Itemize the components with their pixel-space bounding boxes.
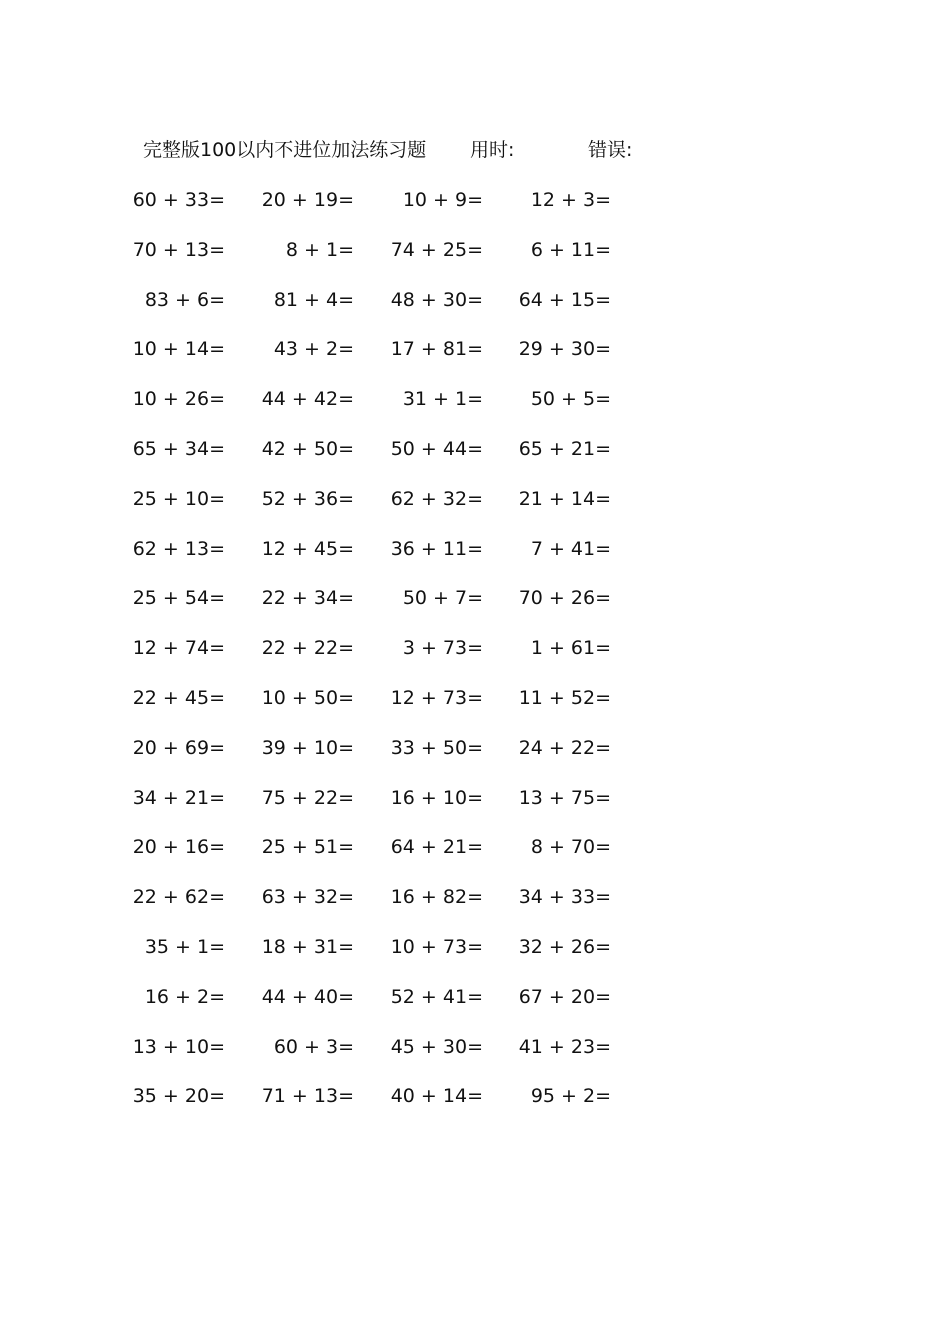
problem-item: 39 + 10= <box>261 736 354 759</box>
problem-item: 65 + 21= <box>518 437 611 460</box>
problem-row <box>132 535 663 585</box>
problem-item: 25 + 10= <box>132 487 225 510</box>
problem-row <box>132 634 663 684</box>
problem-item: 42 + 50= <box>261 437 354 460</box>
problem-item: 16 + 2= <box>144 985 225 1008</box>
problem-item: 43 + 2= <box>273 338 354 361</box>
problem-row <box>132 435 663 485</box>
problem-item: 1 + 61= <box>530 637 611 660</box>
problem-item: 67 + 20= <box>518 985 611 1008</box>
problem-item: 22 + 45= <box>132 686 225 709</box>
problem-item: 65 + 34= <box>132 437 225 460</box>
problem-item: 34 + 21= <box>132 786 225 809</box>
problem-item: 35 + 1= <box>144 935 225 958</box>
problem-item: 75 + 22= <box>261 786 354 809</box>
problem-row <box>132 684 663 734</box>
problem-item: 6 + 11= <box>530 238 611 261</box>
problem-item: 44 + 42= <box>261 388 354 411</box>
problem-item: 41 + 23= <box>518 1035 611 1058</box>
problem-item: 40 + 14= <box>390 1085 483 1108</box>
problem-item: 7 + 41= <box>530 537 611 560</box>
problem-item: 8 + 1= <box>285 238 354 261</box>
problem-grid <box>132 186 663 1132</box>
problem-item: 35 + 20= <box>132 1085 225 1108</box>
problem-item: 62 + 13= <box>132 537 225 560</box>
problem-item: 10 + 73= <box>390 935 483 958</box>
problem-item: 50 + 5= <box>530 388 611 411</box>
problem-row <box>132 236 663 286</box>
problem-item: 21 + 14= <box>518 487 611 510</box>
problem-item: 25 + 54= <box>132 587 225 610</box>
problem-item: 8 + 70= <box>530 836 611 859</box>
problem-item: 60 + 3= <box>273 1035 354 1058</box>
problem-row <box>132 833 663 883</box>
error-label: 错误: <box>588 139 633 161</box>
problem-item: 13 + 75= <box>518 786 611 809</box>
problem-row <box>132 734 663 784</box>
problem-item: 34 + 33= <box>518 886 611 909</box>
problem-item: 70 + 26= <box>518 587 611 610</box>
problem-item: 22 + 34= <box>261 587 354 610</box>
problem-item: 11 + 52= <box>518 686 611 709</box>
problem-item: 16 + 10= <box>390 786 483 809</box>
problem-item: 45 + 30= <box>390 1035 483 1058</box>
problem-item: 18 + 31= <box>261 935 354 958</box>
problem-item: 10 + 14= <box>132 338 225 361</box>
problem-item: 95 + 2= <box>530 1085 611 1108</box>
problem-item: 25 + 51= <box>261 836 354 859</box>
problem-item: 20 + 16= <box>132 836 225 859</box>
problem-row <box>132 1033 663 1083</box>
problem-row <box>132 1082 663 1132</box>
problem-item: 62 + 32= <box>390 487 483 510</box>
problem-item: 52 + 36= <box>261 487 354 510</box>
problem-item: 20 + 69= <box>132 736 225 759</box>
problem-item: 12 + 74= <box>132 637 225 660</box>
problem-item: 71 + 13= <box>261 1085 354 1108</box>
problem-row <box>132 584 663 634</box>
problem-item: 31 + 1= <box>402 388 483 411</box>
problem-row <box>143 983 663 1033</box>
problem-item: 52 + 41= <box>390 985 483 1008</box>
problem-item: 70 + 13= <box>132 238 225 261</box>
problem-row <box>132 385 663 435</box>
problem-item: 10 + 26= <box>132 388 225 411</box>
worksheet-title: 完整版100以内不进位加法练习题 <box>143 139 427 161</box>
time-label: 用时: <box>470 139 515 161</box>
problem-item: 29 + 30= <box>518 338 611 361</box>
problem-item: 22 + 62= <box>132 886 225 909</box>
problem-item: 16 + 82= <box>390 886 483 909</box>
problem-item: 81 + 4= <box>273 288 354 311</box>
problem-item: 33 + 50= <box>390 736 483 759</box>
problem-item: 12 + 73= <box>390 686 483 709</box>
problem-item: 44 + 40= <box>261 985 354 1008</box>
problem-row <box>143 933 663 983</box>
problem-item: 74 + 25= <box>390 238 483 261</box>
problem-item: 64 + 15= <box>518 288 611 311</box>
problem-item: 50 + 7= <box>402 587 483 610</box>
problem-row <box>132 784 663 834</box>
problem-row <box>143 286 663 336</box>
problem-item: 36 + 11= <box>390 537 483 560</box>
problem-item: 10 + 9= <box>402 189 483 211</box>
problem-row <box>132 335 663 385</box>
problem-item: 32 + 26= <box>518 935 611 958</box>
problem-row <box>132 485 663 535</box>
problem-item: 60 + 33= <box>132 189 225 211</box>
problem-item: 12 + 3= <box>530 189 611 211</box>
problem-item: 12 + 45= <box>261 537 354 560</box>
problem-row <box>132 186 663 236</box>
problem-item: 22 + 22= <box>261 637 354 660</box>
problem-row <box>132 883 663 933</box>
problem-item: 17 + 81= <box>390 338 483 361</box>
problem-item: 64 + 21= <box>390 836 483 859</box>
problem-item: 24 + 22= <box>518 736 611 759</box>
problem-item: 3 + 73= <box>402 637 483 660</box>
problem-item: 13 + 10= <box>132 1035 225 1058</box>
problem-item: 63 + 32= <box>261 886 354 909</box>
problem-item: 10 + 50= <box>261 686 354 709</box>
problem-item: 20 + 19= <box>261 189 354 211</box>
problem-item: 50 + 44= <box>390 437 483 460</box>
problem-item: 48 + 30= <box>390 288 483 311</box>
problem-item: 83 + 6= <box>144 288 225 311</box>
